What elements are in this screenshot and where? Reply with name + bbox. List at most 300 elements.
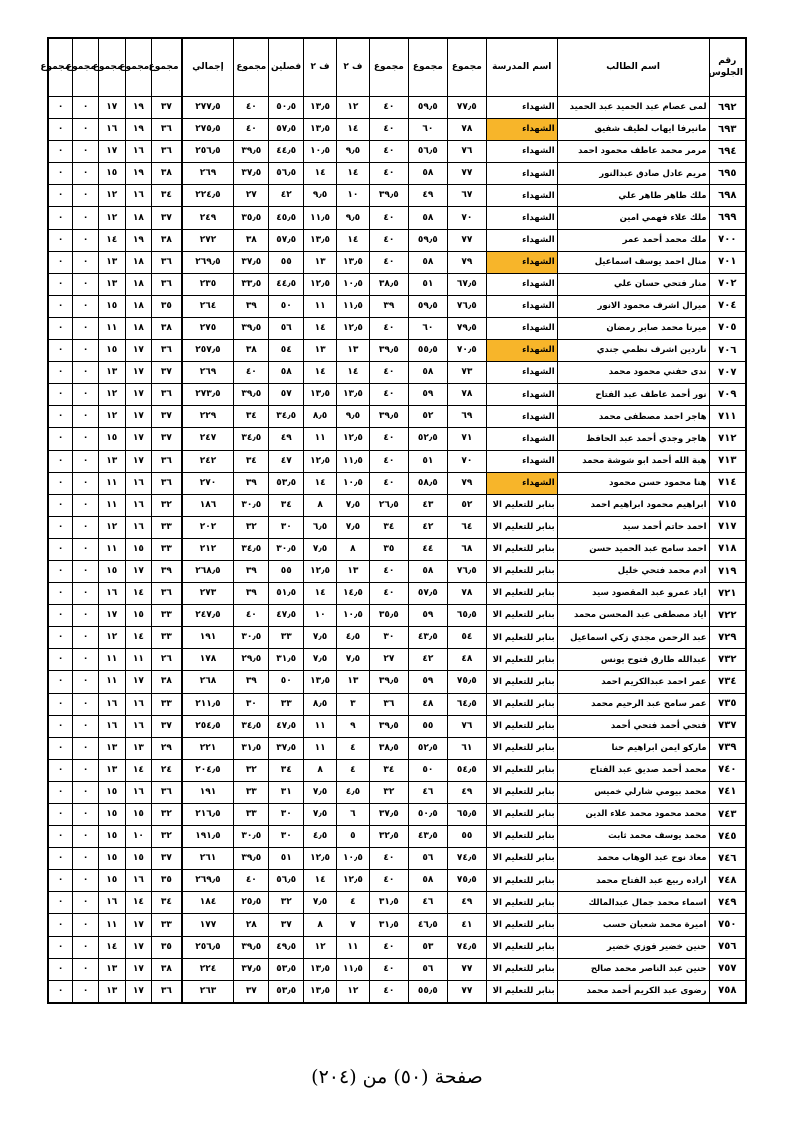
score-cell: ١٨٦ [182,494,234,516]
student-name-cell: ابراهيم محمود ابراهيم احمد [557,494,709,516]
score-cell: ١٧ [125,671,152,693]
student-name-cell: عبد الرحمن مجدي زكي اسماعيل [557,627,709,649]
score-cell: ٣٦ [152,340,182,362]
column-header: فصلين [269,38,304,97]
score-cell: ١٩ [125,119,152,141]
score-cell: ٠ [48,848,73,870]
seat-number-cell: ٧٣٩ [709,737,746,759]
score-cell: ٣٠٫٥ [234,494,269,516]
score-cell: ٩٫٥ [337,406,370,428]
seat-number-cell: ٧٣٢ [709,649,746,671]
score-cell: ٣٤ [152,185,182,207]
score-cell: ٣٩ [152,560,182,582]
score-cell: ٧٫٥ [304,781,337,803]
school-name-cell: بنابر للتعليم الا [486,494,557,516]
score-cell: ٠ [48,914,73,936]
table-row [48,516,746,538]
score-cell: ٢٢٤٫٥ [182,185,234,207]
score-cell: ٠ [48,737,73,759]
score-cell: ١٥ [98,560,125,582]
seat-number-cell: ٧٢١ [709,583,746,605]
column-header: مجموع [98,38,125,97]
score-cell: ٥٣٫٥ [269,958,304,980]
school-name-cell: الشهداء [486,119,557,141]
score-cell: ١٢ [337,97,370,119]
score-cell: ٢٤٢ [182,450,234,472]
score-cell: ٧٤٫٥ [447,848,486,870]
score-cell: ٧٫٥ [337,649,370,671]
score-cell: ٧٧ [447,229,486,251]
score-cell: ٠ [73,251,99,273]
score-cell: ٣٠٫٥ [269,538,304,560]
score-cell: ٥٥ [269,560,304,582]
seat-number-cell: ٧١١ [709,406,746,428]
score-cell: ١٤ [125,627,152,649]
score-cell: ٤٤٫٥ [269,141,304,163]
seat-number-cell: ٧١٩ [709,560,746,582]
school-name-cell: بنابر للتعليم الا [486,605,557,627]
score-cell: ٤ [337,737,370,759]
score-cell: ٥٦ [408,958,447,980]
score-cell: ١٢ [98,516,125,538]
score-cell: ٥٥ [447,826,486,848]
table-row [48,826,746,848]
score-cell: ١٦ [125,141,152,163]
score-cell: ٤٠ [369,560,408,582]
score-cell: ٧٫٥ [337,516,370,538]
student-name-cell: اميرة محمد شعبان حسب [557,914,709,936]
score-cell: ٢٧٣ [182,583,234,605]
score-cell: ١١ [98,317,125,339]
score-cell: ٠ [48,295,73,317]
score-cell: ٠ [73,980,99,1003]
score-cell: ٧٦ [447,141,486,163]
seat-number-cell: ٧١٨ [709,538,746,560]
score-cell: ٥٨ [408,163,447,185]
score-cell: ٣٦ [152,251,182,273]
column-header: مجموع [234,38,269,97]
seat-number-cell: ٧٠٢ [709,273,746,295]
student-name-cell: ماركو ايمن ابراهيم حنا [557,737,709,759]
score-cell: ٢٤ [152,759,182,781]
seat-number-cell: ٦٩٢ [709,97,746,119]
score-cell: ٠ [73,826,99,848]
score-cell: ٢٠٢ [182,516,234,538]
score-cell: ١٨ [125,317,152,339]
score-cell: ١٣٫٥ [304,119,337,141]
score-cell: ٤٢ [269,185,304,207]
student-name-cell: منال احمد يوسف اسماعيل [557,251,709,273]
score-cell: ١٣ [337,671,370,693]
score-cell: ٠ [73,450,99,472]
table-row [48,936,746,958]
score-cell: ١٧ [98,97,125,119]
score-cell: ١٦ [98,119,125,141]
score-cell: ٢٥٦٫٥ [182,936,234,958]
score-cell: ١٤ [337,163,370,185]
score-cell: ٠ [73,362,99,384]
score-cell: ٤٢ [408,516,447,538]
score-cell: ٣٤ [369,516,408,538]
score-cell: ٤٠ [234,97,269,119]
score-cell: ٣٠ [369,627,408,649]
table-row [48,914,746,936]
school-name-cell: الشهداء [486,295,557,317]
score-cell: ١٧ [125,560,152,582]
score-cell: ٠ [73,472,99,494]
score-cell: ٣٩ [234,583,269,605]
score-cell: ١٤ [337,229,370,251]
score-cell: ١٣ [98,737,125,759]
score-cell: ٤٠ [369,472,408,494]
score-cell: ٣٩٫٥ [369,340,408,362]
score-cell: ٢٢٩ [182,406,234,428]
score-cell: ٦٠ [408,317,447,339]
table-row [48,119,746,141]
score-cell: ٨٫٥ [304,406,337,428]
school-name-cell: الشهداء [486,229,557,251]
score-cell: ٠ [48,317,73,339]
score-cell: ٤٠ [369,428,408,450]
score-cell: ٣٠٫٥ [234,826,269,848]
score-cell: ٢٦٤ [182,295,234,317]
school-name-cell: الشهداء [486,428,557,450]
score-cell: ٠ [48,384,73,406]
score-cell: ١١ [98,649,125,671]
score-cell: ١١ [98,671,125,693]
score-cell: ٥٢ [447,494,486,516]
score-cell: ٤٩ [447,781,486,803]
seat-number-cell: ٧٤٣ [709,804,746,826]
score-cell: ٤٠ [369,119,408,141]
score-cell: ٧٫٥ [304,804,337,826]
score-cell: ٧٥٫٥ [447,671,486,693]
score-cell: ٩ [337,715,370,737]
score-cell: ١٣ [98,759,125,781]
score-cell: ٣٧٫٥ [234,958,269,980]
score-cell: ١٢٫٥ [304,273,337,295]
column-header: ف ٢ [337,38,370,97]
score-cell: ٥٤ [269,340,304,362]
school-name-cell: بنابر للتعليم الا [486,516,557,538]
score-cell: ٢٣٥ [182,273,234,295]
score-cell: ٠ [73,892,99,914]
score-cell: ٢٧٥ [182,317,234,339]
score-cell: ٤٩ [408,185,447,207]
score-cell: ١٥ [125,605,152,627]
score-cell: ٣٤ [269,494,304,516]
score-cell: ١٥ [98,826,125,848]
score-cell: ٤٠ [369,870,408,892]
score-cell: ٣٦ [152,472,182,494]
score-cell: ١٥ [125,538,152,560]
score-cell: ٢٩ [152,737,182,759]
seat-number-cell: ٧٠١ [709,251,746,273]
score-cell: ٠ [73,958,99,980]
score-cell: ٢٥٧٫٥ [182,340,234,362]
score-cell: ٦٩ [447,406,486,428]
score-cell: ٠ [73,406,99,428]
score-cell: ٤٠ [369,958,408,980]
score-cell: ٧ [337,914,370,936]
seat-number-cell: ٧١٧ [709,516,746,538]
seat-number-cell: ٧٠٩ [709,384,746,406]
score-cell: ٤٫٥ [304,826,337,848]
score-cell: ٠ [48,605,73,627]
grades-table [40,37,747,1004]
score-cell: ١٠٫٥ [337,605,370,627]
table-row [48,317,746,339]
score-cell: ٧٦ [447,715,486,737]
score-cell: ١٢٫٥ [337,870,370,892]
score-cell: ١٧٨ [182,649,234,671]
score-cell: ٠ [73,141,99,163]
score-cell: ١٧ [125,384,152,406]
score-cell: ٣٣ [152,914,182,936]
student-name-cell: اراده ربيع عبد الفتاح محمد [557,870,709,892]
column-header: مجموع [125,38,152,97]
score-cell: ٣١٫٥ [234,737,269,759]
score-cell: ٥٥ [269,251,304,273]
student-name-cell: ميرنا محمد صابر رمضان [557,317,709,339]
score-cell: ٤٣٫٥ [408,826,447,848]
score-cell: ٤٠ [369,384,408,406]
score-cell: ١٨ [125,251,152,273]
score-cell: ١٥ [98,163,125,185]
table-row [48,715,746,737]
score-cell: ٣٩٫٥ [369,185,408,207]
score-cell: ٦٨ [447,538,486,560]
score-cell: ١٤ [125,892,152,914]
score-cell: ٠ [73,163,99,185]
score-cell: ٤٫٥ [337,781,370,803]
score-cell: ٨ [304,494,337,516]
score-cell: ٢٧٥٫٥ [182,119,234,141]
score-cell: ١٣٫٥ [304,671,337,693]
table-row [48,848,746,870]
score-cell: ١٦ [125,781,152,803]
score-cell: ١٢ [304,936,337,958]
score-cell: ١٣٫٥ [304,97,337,119]
score-cell: ٥٢٫٥ [408,428,447,450]
score-cell: ٣٦ [369,693,408,715]
score-cell: ١٣ [98,450,125,472]
table-row [48,605,746,627]
score-cell: ٤٧ [269,450,304,472]
score-cell: ١١ [98,472,125,494]
score-cell: ١٨ [125,273,152,295]
score-cell: ١٣ [98,980,125,1003]
score-cell: ٠ [48,516,73,538]
score-cell: ٥٦٫٥ [269,163,304,185]
score-cell: ١٥ [98,848,125,870]
table-row [48,649,746,671]
school-name-cell: الشهداء [486,406,557,428]
score-cell: ٣٥ [152,936,182,958]
student-name-cell: ميرال اشرف محمود الانور [557,295,709,317]
score-cell: ٣٤٫٥ [234,715,269,737]
score-cell: ٤٧٫٥ [269,715,304,737]
score-cell: ٣٧ [152,848,182,870]
score-cell: ٧٩٫٥ [447,317,486,339]
student-name-cell: معاذ نوح عبد الوهاب محمد [557,848,709,870]
student-name-cell: اسماء محمد جمال عبدالمالك [557,892,709,914]
score-cell: ٥١ [408,273,447,295]
score-cell: ٣٩ [234,671,269,693]
score-cell: ٣١ [269,781,304,803]
score-cell: ٣٩ [369,295,408,317]
score-cell: ٥٢ [408,406,447,428]
score-cell: ٥٨ [408,362,447,384]
score-cell: ١٣ [337,560,370,582]
score-cell: ٥٠٫٥ [408,804,447,826]
table-row [48,980,746,1003]
table-row [48,450,746,472]
score-cell: ٧٠ [447,450,486,472]
score-cell: ١٤ [304,870,337,892]
column-header: مجموع [152,38,182,97]
score-cell: ٣٤ [234,406,269,428]
score-cell: ١٩ [125,163,152,185]
student-name-cell: عمر سامح عبد الرحيم محمد [557,693,709,715]
score-cell: ٤٠ [369,141,408,163]
score-cell: ١٧ [98,605,125,627]
score-cell: ٤٠ [234,362,269,384]
score-cell: ٢٦٩٫٥ [182,870,234,892]
score-cell: ١٥ [125,804,152,826]
student-name-cell: ملك علاء فهمي امين [557,207,709,229]
seat-number-cell: ٧٣٧ [709,715,746,737]
score-cell: ٧٨ [447,119,486,141]
score-cell: ٤٠ [369,251,408,273]
score-cell: ٣٣ [152,627,182,649]
score-cell: ١٥ [98,804,125,826]
score-cell: ٠ [48,494,73,516]
score-cell: ٥٥ [408,715,447,737]
student-name-cell: ملك طاهر طاهر علي [557,185,709,207]
seat-number-cell: ٧٣٤ [709,671,746,693]
score-cell: ٤٠ [369,583,408,605]
school-name-cell: بنابر للتعليم الا [486,693,557,715]
seat-number-cell: ٧٤٦ [709,848,746,870]
score-cell: ١٦ [125,715,152,737]
score-cell: ٣٧٫٥ [234,251,269,273]
score-cell: ٠ [48,671,73,693]
score-cell: ١١ [98,494,125,516]
score-cell: ١٣ [98,958,125,980]
score-cell: ١٧ [125,428,152,450]
seat-number-cell: ٧١٤ [709,472,746,494]
score-cell: ٣٧ [152,428,182,450]
score-cell: ١١ [304,737,337,759]
score-cell: ٣٩٫٥ [369,715,408,737]
seat-number-cell: ٧٠٤ [709,295,746,317]
school-name-cell: الشهداء [486,97,557,119]
score-cell: ٤٦٫٥ [408,914,447,936]
score-cell: ٠ [48,583,73,605]
score-cell: ١١ [337,936,370,958]
score-cell: ٤٦ [408,892,447,914]
score-cell: ٥٦ [408,848,447,870]
column-header: اسم المدرسة [486,38,557,97]
score-cell: ٠ [48,119,73,141]
score-cell: ٠ [73,914,99,936]
score-cell: ٥٩ [408,605,447,627]
score-cell: ١٧ [98,141,125,163]
score-cell: ٢٩٫٥ [234,649,269,671]
score-cell: ٧٫٥ [304,892,337,914]
school-name-cell: بنابر للتعليم الا [486,627,557,649]
score-cell: ٣٥٫٥ [369,605,408,627]
score-cell: ١٣٫٥ [304,229,337,251]
score-cell: ٧٠ [447,207,486,229]
score-cell: ١١ [98,914,125,936]
school-name-cell: بنابر للتعليم الا [486,914,557,936]
score-cell: ٠ [48,759,73,781]
score-cell: ٠ [73,538,99,560]
score-cell: ٠ [73,737,99,759]
score-cell: ٤٠ [369,207,408,229]
student-name-cell: اياد عمرو عبد المقصود سيد [557,583,709,605]
score-cell: ٠ [48,892,73,914]
score-cell: ١١ [304,295,337,317]
score-cell: ١٧ [125,958,152,980]
score-cell: ٢٦٩٫٥ [182,251,234,273]
score-cell: ٥٠٫٥ [269,97,304,119]
seat-number-cell: ٦٩٨ [709,185,746,207]
score-cell: ٥٣٫٥ [269,980,304,1003]
score-cell: ٢١٦٫٥ [182,804,234,826]
score-cell: ٢٧ [369,649,408,671]
score-cell: ٤ [337,892,370,914]
student-name-cell: ادم محمد فتحي خليل [557,560,709,582]
score-cell: ٠ [73,273,99,295]
score-cell: ٣٦ [152,119,182,141]
table-row [48,538,746,560]
score-cell: ١٣٫٥ [337,251,370,273]
score-cell: ٠ [48,340,73,362]
student-name-cell: محمد محمود محمد علاء الدين [557,804,709,826]
score-cell: ١٣ [98,251,125,273]
student-name-cell: عبدالله طارق فتوح يونس [557,649,709,671]
score-cell: ١٧ [125,340,152,362]
score-cell: ٠ [73,781,99,803]
seat-number-cell: ٦٩٥ [709,163,746,185]
score-cell: ٣٢ [152,494,182,516]
score-cell: ٣٠٫٥ [234,627,269,649]
score-cell: ٣٩٫٥ [369,406,408,428]
school-name-cell: الشهداء [486,163,557,185]
score-cell: ٢٦٩ [182,362,234,384]
score-cell: ٠ [73,605,99,627]
score-cell: ٥٨ [408,207,447,229]
score-cell: ٠ [48,185,73,207]
score-cell: ٤٦ [408,781,447,803]
score-cell: ٣٢ [269,892,304,914]
table-row [48,141,746,163]
table-row [48,870,746,892]
table-row [48,781,746,803]
score-cell: ٢٧ [234,185,269,207]
score-cell: ٣٦ [152,384,182,406]
score-cell: ١٩١ [182,781,234,803]
seat-number-cell: ٧٤٨ [709,870,746,892]
score-cell: ٩٫٥ [304,185,337,207]
score-cell: ٠ [48,870,73,892]
score-cell: ٣٩٫٥ [234,317,269,339]
score-cell: ١٨ [125,207,152,229]
score-cell: ٣٢ [234,759,269,781]
